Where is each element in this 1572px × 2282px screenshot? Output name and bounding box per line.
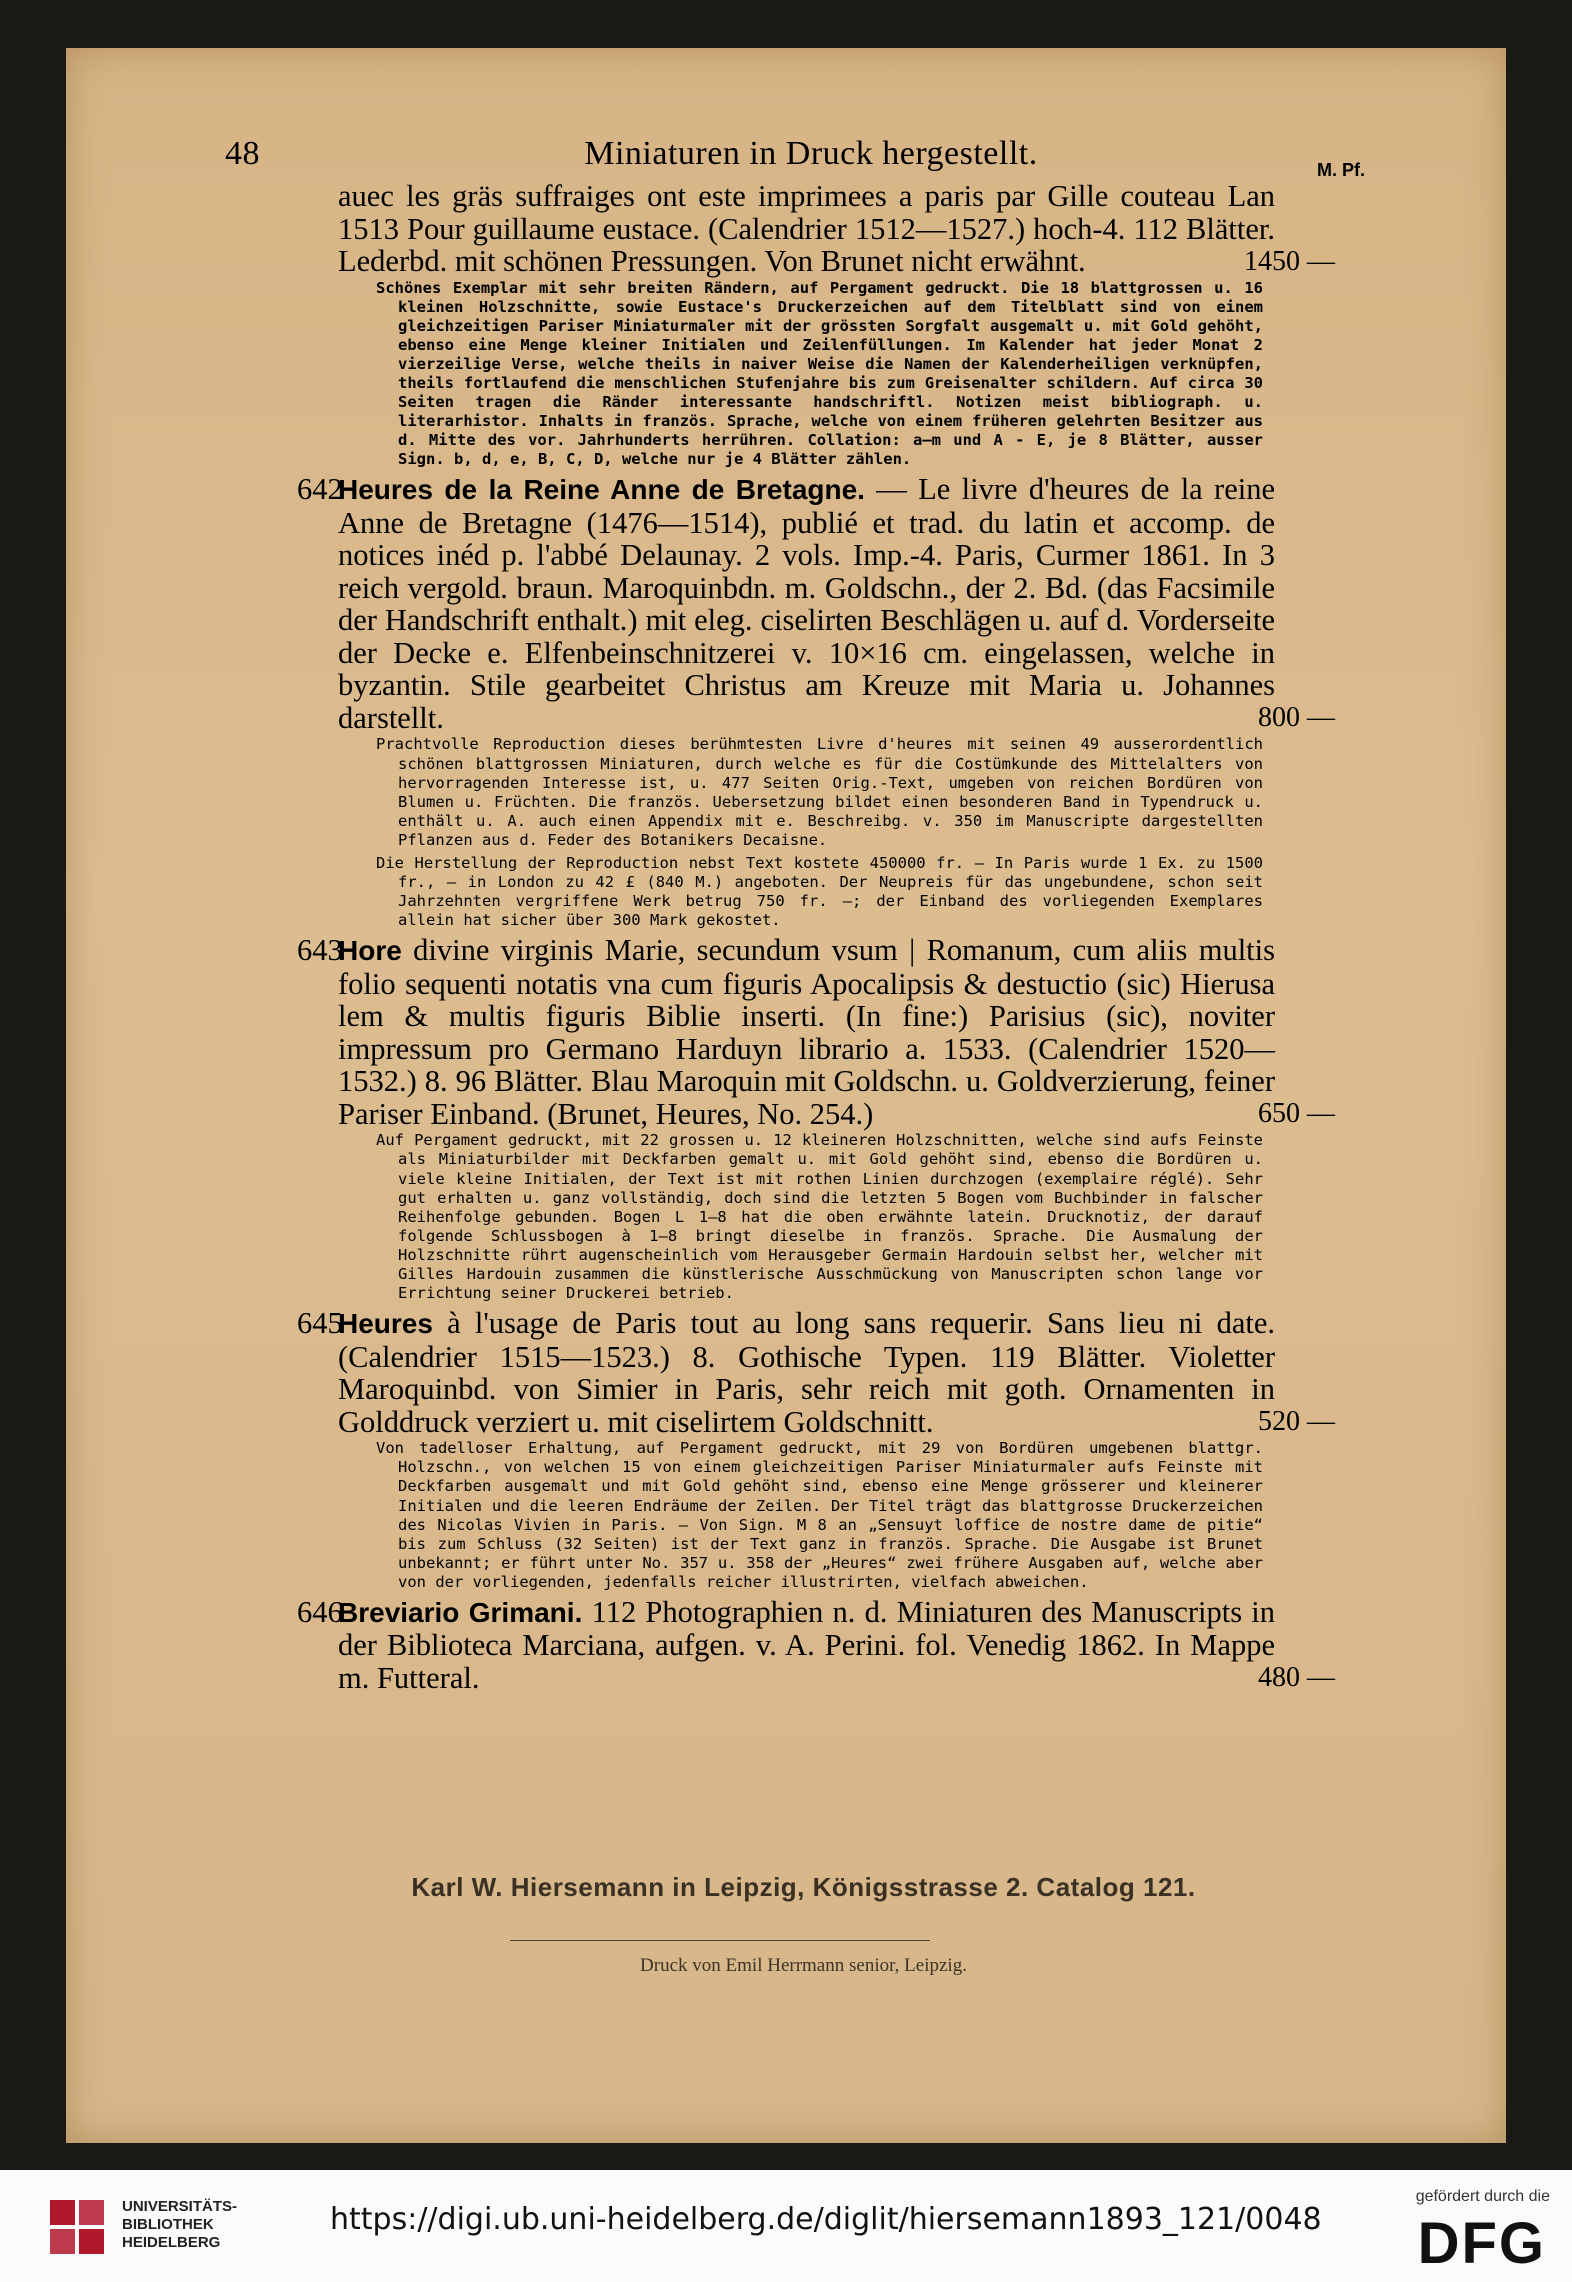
lot-price: 1450 —	[1244, 245, 1335, 277]
page-title: Miniaturen in Druck hergestellt.	[584, 135, 1038, 172]
entry-note: Von tadelloser Erhaltung, auf Pergament gedruckt, mit 29 von Bordüren umgebenen blattgr. Holzschn., von welchen 15 von einem gleichzeitigen Pariser Miniaturmaler aufs Feinste mit Deckfarben ausgemalt und mit Gold gehöht sind, ebenso eine Menge grösserer und kleinerer Initialen und die leeren Endräume der Zeilen. Der Titel trägt das blattgrosse Druckerzeichen des Nicolas Vivien in Paris. — Von Sign. M 8 an „Sensuyt loffice de nostre dame de pitie“ bis zum Schluss (32 Seiten) ist der Text ganz in französ. Sprache. Die Ausgabe ist Brunet unbekannt; er führt unter No. 357 u. 358 der „Heures“ zwei frühere Ausgaben auf, welche aber von der vorliegenden, jedenfalls reicher illustrirten, vielfach abweichen.	[376, 1439, 1263, 1591]
entry-body: à l'usage de Paris tout au long sans requerir. Sans lieu ni date. (Calendrier 1515—1523.) 8. Gothische Typen. 119 Blätter. Violetter Maroquinbd. von Simier in Paris, sehr reich mit goth. Ornamenten in Golddruck verziert u. mit ciselirtem Goldschnitt.	[338, 1306, 1275, 1439]
institution-name: UNIVERSITÄTS- BIBLIOTHEK HEIDELBERG	[122, 2198, 238, 2251]
printer-line: Druck von Emil Herrmann senior, Leipzig.	[640, 1955, 967, 1976]
entry-lead: Heures	[338, 1308, 433, 1340]
dfg-logo: DFG	[1417, 2211, 1546, 2276]
entry-lead: Heures de la Reine Anne de Bretagne.	[338, 474, 865, 506]
lot-price: 480 —	[1258, 1662, 1335, 1694]
lot-number: 643	[297, 933, 343, 968]
entry-text	[225, 1307, 1355, 1438]
entry-body: divine virginis Marie, secundum vsum | Romanum, cum aliis multis folio sequenti notatis vna cum figuris Apocalipsis & destuctio (sic) Hierusa lem & multis figuris Biblie inserti. (In fine:) Parisius (sic), noviter impressum pro Germano Harduyn librario a. 1533. (Calendrier 1520—1532.) 8. 96 Blätter. Blau Maroquin mit Goldschn. u. Goldverzierung, feiner Pariser Einband. (Brunet, Heures, No. 254.)	[338, 933, 1275, 1131]
permalink-link[interactable]: https://digi.ub.uni-heidelberg.de/diglit/hiersemann1893_121/0048	[330, 2202, 1322, 2237]
lot-number: 642	[297, 472, 343, 507]
viewer-footer-bar	[0, 2170, 1572, 2282]
page-number: 48	[225, 135, 260, 172]
lot-price: 800 —	[1258, 702, 1335, 734]
university-seal-icon	[42, 2192, 112, 2262]
entry-body: 112 Photographien n. d. Miniaturen des Manuscripts in der Biblioteca Marciana, aufgen. v. A. Perini. fol. Venedig 1862. In Mappe m. Futteral.	[338, 1594, 1276, 1695]
funding-caption: gefördert durch die	[1415, 2188, 1550, 2205]
entry-body: — Le livre d'heures de la reine Anne de Bretagne (1476—1514), publié et trad. du latin et accomp. de notices inéd p. l'abbé Delaunay. 2 vols. Imp.-4. Paris, Curmer 1861. In 3 reich vergold. braun. Maroquinbdn. m. Goldschn., der 2. Bd. (das Facsimile der Handschrift enthalt.) mit eleg. ciselirten Beschlägen u. auf d. Vorderseite der Decke e. Elfenbeinschnitzerei v. 10×16 cm. eingelassen, welche in byzantin. Stile gearbeitet Christus am Kreuze mit Maria u. Johannes darstellt.	[338, 472, 1276, 735]
entry-text	[225, 473, 1355, 734]
entry-lead: Breviario Grimani.	[338, 1596, 583, 1628]
entry-text	[225, 180, 1355, 278]
entry-text	[225, 934, 1355, 1130]
catalog-column	[225, 160, 1365, 1695]
catalog-entry	[225, 1307, 1355, 1592]
entry-text	[225, 1596, 1355, 1695]
currency-header: M. Pf.	[1317, 160, 1365, 180]
entry-note: Prachtvolle Reproduction dieses berühmtesten Livre d'heures mit seinen 49 ausserordentlich schönen blattgrossen Miniaturen, durch welche es für die Costümkunde des Mittelalters von hervorragenden Interesse ist, u. 477 Seiten Orig.-Text, umgeben von reichen Bordüren von Blumen u. Früchten. Die französ. Uebersetzung bildet einen besonderen Band in Typendruck u. enthält u. A. auch einen Appendix mit e. Beschreibg. v. 350 im Manuscripte dargestellten Pflanzen aus d. Feder des Botanikers Decaisne.	[376, 735, 1263, 849]
lot-number: 646	[297, 1594, 343, 1629]
catalog-entry	[225, 473, 1355, 930]
entry-list	[225, 180, 1355, 1694]
entry-note: Die Herstellung der Reproduction nebst Text kostete 450000 fr. — In Paris wurde 1 Ex. zu 1500 fr., — in London zu 42 £ (840 M.) angeboten. Der Neupreis für das ungebundene, schon seit Jahrzehnten vergriffene Werk betrug 750 fr. —; der Einband des vorliegenden Exemplares allein hat sicher über 300 Mark gekostet.	[376, 854, 1263, 930]
lot-price: 520 —	[1258, 1406, 1335, 1438]
catalog-entry	[225, 1596, 1355, 1695]
lot-price: 650 —	[1258, 1098, 1335, 1130]
entry-lead: Hore	[338, 935, 402, 967]
divider-rule	[510, 1940, 930, 1941]
catalog-entry	[225, 180, 1355, 469]
publisher-line: Karl W. Hiersemann in Leipzig, Königsstrasse 2. Catalog 121.	[411, 1872, 1196, 1902]
catalog-entry	[225, 934, 1355, 1303]
entry-note: Auf Pergament gedruckt, mit 22 grossen u. 12 kleineren Holzschnitten, welche sind aufs Feinste als Miniaturbilder mit Deckfarben gemalt u. mit Gold gehöht sind, ebenso die Bordüren u. viele kleine Initialen, der Text ist mit rothen Linien durchzogen (exemplaire réglé). Sehr gut erhalten u. ganz vollständig, doch sind die letzten 5 Bogen vom Buchbinder in falscher Reihenfolge gebunden. Bogen L 1—8 hat die oben erwähnte latein. Drucknotiz, der darauf folgende Schlussbogen à 1—8 bringt dieselbe in französ. Sprache. Die Ausmalung der Holzschnitte rührt augenscheinlich vom Herausgeber Germain Hardouin selbst her, welcher mit Gilles Hardouin zusammen die künstlerische Ausschmückung von Manuscripten schon lange vor Errichtung seiner Druckerei betrieb.	[376, 1131, 1263, 1303]
lot-number: 645	[297, 1306, 343, 1341]
entry-note: Schönes Exemplar mit sehr breiten Rändern, auf Pergament gedruckt. Die 18 blattgrossen u. 16 kleinen Holzschnitte, sowie Eustace's Druckerzeichen auf dem Titelblatt sind von einem gleichzeitigen Pariser Miniaturmaler mit der grössten Sorgfalt ausgemalt u. mit Gold gehöht, ebenso eine Menge kleiner Initialen und Zeilenfüllungen. Im Kalender hat jeder Monat 2 vierzeilige Verse, welche theils in naiver Weise die Namen der Kalenderheiligen verknüpfen, theils fortlaufend die menschlichen Stufenjahre bis zum Greisenalter schildern. Auf circa 30 Seiten tragen die Ränder interessante handschriftl. Notizen meist bibliograph. u. literarhistor. Inhalts in französ. Sprache, welche von einem früheren gelehrten Besitzer aus d. Mitte des vor. Jahrhunderts herrühren. Collation: a—m und A - E, je 8 Blätter, ausser Sign. b, d, e, B, C, D, welche nur je 4 Blätter zählen.	[376, 278, 1263, 469]
entry-body: auec les gräs suffraiges ont este imprimees a paris par Gille couteau Lan 1513 Pour guillaume eustace. (Calendrier 1512—1527.) hoch-4. 112 Blätter. Lederbd. mit schönen Pressungen. Von Brunet nicht erwähnt.	[338, 179, 1275, 278]
